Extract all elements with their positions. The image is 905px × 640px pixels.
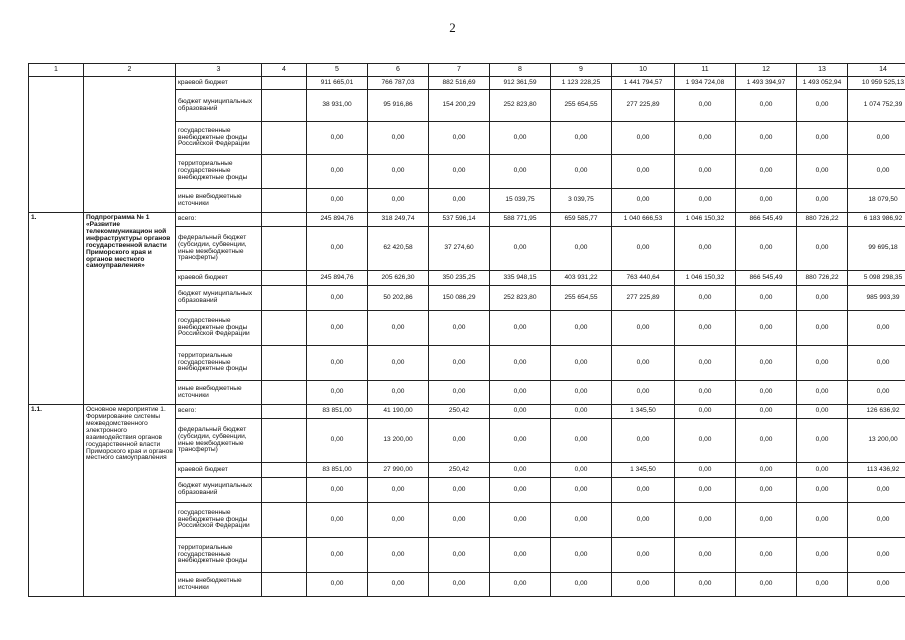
value-cell: 0,00 [675, 573, 736, 597]
value-cell: 0,00 [675, 346, 736, 381]
value-cell: 277 225,89 [612, 90, 675, 122]
funding-source: краевой бюджет [176, 271, 262, 286]
value-cell: 1 046 150,32 [675, 213, 736, 227]
header-cell: 3 [176, 64, 262, 77]
value-cell: 0,00 [675, 538, 736, 573]
empty-cell [262, 573, 307, 597]
header-cell: 13 [797, 64, 848, 77]
value-cell: 0,00 [551, 155, 612, 189]
value-cell: 0,00 [797, 538, 848, 573]
value-cell: 0,00 [612, 503, 675, 538]
value-cell: 0,00 [797, 311, 848, 346]
funding-source: территориальные государственные внебюджетные фонды [176, 155, 262, 189]
value-cell: 335 948,15 [490, 271, 551, 286]
value-cell: 0,00 [429, 419, 490, 463]
value-cell: 0,00 [490, 122, 551, 155]
value-cell: 0,00 [797, 405, 848, 419]
value-cell: 318 249,74 [368, 213, 429, 227]
empty-cell [262, 271, 307, 286]
value-cell: 0,00 [429, 155, 490, 189]
header-cell: 8 [490, 64, 551, 77]
empty-cell [262, 311, 307, 346]
header-cell: 5 [307, 64, 368, 77]
table-row [29, 77, 905, 90]
value-cell: 252 823,80 [490, 90, 551, 122]
value-cell: 0,00 [612, 381, 675, 405]
funding-source: всего: [176, 405, 262, 419]
empty-cell [262, 503, 307, 538]
value-cell: 38 931,00 [307, 90, 368, 122]
value-cell: 0,00 [736, 478, 797, 503]
value-cell: 0,00 [797, 122, 848, 155]
value-cell: 0,00 [612, 311, 675, 346]
value-cell: 0,00 [307, 227, 368, 271]
value-cell: 0,00 [736, 381, 797, 405]
value-cell: 0,00 [551, 573, 612, 597]
value-cell: 0,00 [368, 573, 429, 597]
value-cell: 0,00 [736, 503, 797, 538]
funding-source: федеральный бюджет (субсидии, субвенции, иные межбюджетные трансферты) [176, 227, 262, 271]
header-cell: 6 [368, 64, 429, 77]
value-cell: 252 823,80 [490, 286, 551, 311]
value-cell: 911 665,01 [307, 77, 368, 90]
value-cell: 537 596,14 [429, 213, 490, 227]
value-cell: 985 993,39 [848, 286, 905, 311]
value-cell: 0,00 [551, 463, 612, 478]
value-cell: 0,00 [307, 419, 368, 463]
value-cell: 0,00 [736, 538, 797, 573]
header-cell: 12 [736, 64, 797, 77]
value-cell: 0,00 [490, 419, 551, 463]
value-cell: 350 235,25 [429, 271, 490, 286]
value-cell: 0,00 [848, 346, 905, 381]
value-cell: 1 040 666,53 [612, 213, 675, 227]
value-cell: 0,00 [675, 478, 736, 503]
value-cell: 0,00 [307, 189, 368, 213]
value-cell: 0,00 [848, 478, 905, 503]
funding-source: краевой бюджет [176, 77, 262, 90]
empty-cell [262, 538, 307, 573]
value-cell: 0,00 [429, 573, 490, 597]
value-cell: 0,00 [612, 122, 675, 155]
header-cell: 11 [675, 64, 736, 77]
funding-source: территориальные государственные внебюджетные фонды [176, 346, 262, 381]
value-cell: 0,00 [848, 311, 905, 346]
value-cell: 1 493 394,97 [736, 77, 797, 90]
value-cell: 0,00 [797, 189, 848, 213]
value-cell: 205 626,30 [368, 271, 429, 286]
value-cell: 0,00 [675, 189, 736, 213]
value-cell: 0,00 [675, 286, 736, 311]
value-cell: 880 726,22 [797, 271, 848, 286]
value-cell: 0,00 [797, 227, 848, 271]
value-cell: 0,00 [307, 573, 368, 597]
funding-source: иные внебюджетные источники [176, 189, 262, 213]
value-cell: 126 636,92 [848, 405, 905, 419]
table-row [29, 213, 905, 227]
value-cell: 0,00 [490, 155, 551, 189]
item-number: 1.1. [29, 405, 84, 597]
funding-source: территориальные государственные внебюджетные фонды [176, 538, 262, 573]
value-cell: 0,00 [848, 573, 905, 597]
value-cell: 150 086,29 [429, 286, 490, 311]
value-cell: 0,00 [490, 405, 551, 419]
header-cell: 7 [429, 64, 490, 77]
value-cell: 0,00 [429, 381, 490, 405]
item-number [29, 77, 84, 213]
empty-cell [262, 405, 307, 419]
empty-cell [262, 189, 307, 213]
value-cell: 62 420,58 [368, 227, 429, 271]
value-cell: 0,00 [429, 122, 490, 155]
value-cell: 245 894,76 [307, 271, 368, 286]
value-cell: 250,42 [429, 405, 490, 419]
value-cell: 13 200,00 [368, 419, 429, 463]
value-cell: 0,00 [551, 311, 612, 346]
value-cell: 763 440,64 [612, 271, 675, 286]
value-cell: 37 274,60 [429, 227, 490, 271]
value-cell: 0,00 [848, 503, 905, 538]
empty-cell [262, 381, 307, 405]
value-cell: 0,00 [307, 381, 368, 405]
value-cell: 27 990,00 [368, 463, 429, 478]
value-cell: 1 493 052,94 [797, 77, 848, 90]
value-cell: 0,00 [736, 463, 797, 478]
empty-cell [262, 122, 307, 155]
value-cell: 0,00 [797, 573, 848, 597]
value-cell: 0,00 [551, 503, 612, 538]
value-cell: 0,00 [675, 463, 736, 478]
empty-cell [262, 77, 307, 90]
value-cell: 0,00 [797, 155, 848, 189]
value-cell: 0,00 [551, 381, 612, 405]
value-cell: 0,00 [307, 155, 368, 189]
value-cell: 0,00 [848, 538, 905, 573]
value-cell: 113 436,92 [848, 463, 905, 478]
empty-cell [262, 227, 307, 271]
value-cell: 0,00 [307, 122, 368, 155]
value-cell: 0,00 [307, 478, 368, 503]
value-cell: 13 200,00 [848, 419, 905, 463]
value-cell: 15 039,75 [490, 189, 551, 213]
value-cell: 403 931,22 [551, 271, 612, 286]
value-cell: 95 916,86 [368, 90, 429, 122]
value-cell: 0,00 [797, 478, 848, 503]
value-cell: 0,00 [551, 478, 612, 503]
value-cell: 0,00 [368, 503, 429, 538]
funding-source: бюджет муниципальных образований [176, 286, 262, 311]
value-cell: 0,00 [797, 346, 848, 381]
value-cell: 882 516,69 [429, 77, 490, 90]
empty-cell [262, 419, 307, 463]
value-cell: 3 039,75 [551, 189, 612, 213]
value-cell: 1 074 752,39 [848, 90, 905, 122]
value-cell: 0,00 [490, 381, 551, 405]
header-row [29, 64, 905, 77]
value-cell: 0,00 [736, 419, 797, 463]
value-cell: 0,00 [675, 122, 736, 155]
value-cell: 0,00 [368, 478, 429, 503]
item-number: 1. [29, 213, 84, 405]
item-name [84, 77, 176, 213]
value-cell: 0,00 [429, 189, 490, 213]
value-cell: 0,00 [797, 463, 848, 478]
value-cell: 0,00 [736, 189, 797, 213]
item-name: Подпрограмма № 1 «Развитие телекоммуникацион ной инфраструктуры органов государственной власти Приморского края и органов местного самоуправления» [84, 213, 176, 405]
value-cell: 1 934 724,08 [675, 77, 736, 90]
value-cell: 0,00 [368, 311, 429, 346]
funding-source: иные внебюджетные источники [176, 381, 262, 405]
value-cell: 1 345,50 [612, 405, 675, 419]
value-cell: 0,00 [736, 286, 797, 311]
value-cell: 0,00 [675, 503, 736, 538]
value-cell: 0,00 [675, 419, 736, 463]
value-cell: 0,00 [429, 503, 490, 538]
value-cell: 250,42 [429, 463, 490, 478]
funding-source: краевой бюджет [176, 463, 262, 478]
value-cell: 0,00 [736, 155, 797, 189]
value-cell: 0,00 [368, 122, 429, 155]
value-cell: 0,00 [368, 155, 429, 189]
value-cell: 0,00 [848, 122, 905, 155]
funding-source: государственные внебюджетные фонды Российской Федерации [176, 311, 262, 346]
value-cell: 0,00 [551, 346, 612, 381]
value-cell: 866 545,49 [736, 271, 797, 286]
empty-cell [262, 346, 307, 381]
value-cell: 912 361,59 [490, 77, 551, 90]
value-cell: 766 787,03 [368, 77, 429, 90]
value-cell: 0,00 [307, 346, 368, 381]
value-cell: 0,00 [307, 538, 368, 573]
value-cell: 0,00 [490, 538, 551, 573]
value-cell: 0,00 [490, 478, 551, 503]
value-cell: 0,00 [736, 346, 797, 381]
value-cell: 0,00 [736, 311, 797, 346]
value-cell: 0,00 [490, 311, 551, 346]
value-cell: 0,00 [368, 189, 429, 213]
value-cell: 0,00 [675, 311, 736, 346]
value-cell: 0,00 [612, 155, 675, 189]
funding-source: государственные внебюджетные фонды Российской Федерации [176, 122, 262, 155]
value-cell: 277 225,89 [612, 286, 675, 311]
value-cell: 0,00 [797, 286, 848, 311]
value-cell: 0,00 [612, 227, 675, 271]
funding-source: федеральный бюджет (субсидии, субвенции, иные межбюджетные трансферты) [176, 419, 262, 463]
item-name: Основное мероприятие 1. Формирование системы межведомственного электронного взаимодействия органов государственной власти Приморского края и органов местного самоуправления [84, 405, 176, 597]
funding-source: бюджет муниципальных образований [176, 90, 262, 122]
value-cell: 0,00 [612, 573, 675, 597]
value-cell: 0,00 [490, 503, 551, 538]
header-cell: 9 [551, 64, 612, 77]
value-cell: 0,00 [612, 189, 675, 213]
value-cell: 0,00 [490, 463, 551, 478]
value-cell: 0,00 [429, 311, 490, 346]
value-cell: 0,00 [675, 381, 736, 405]
empty-cell [262, 155, 307, 189]
empty-cell [262, 478, 307, 503]
value-cell: 0,00 [612, 419, 675, 463]
value-cell: 0,00 [797, 419, 848, 463]
value-cell: 1 046 150,32 [675, 271, 736, 286]
value-cell: 0,00 [429, 538, 490, 573]
value-cell: 0,00 [797, 381, 848, 405]
value-cell: 866 545,49 [736, 213, 797, 227]
header-cell: 2 [84, 64, 176, 77]
value-cell: 0,00 [368, 538, 429, 573]
empty-cell [262, 463, 307, 478]
value-cell: 0,00 [848, 381, 905, 405]
header-cell: 10 [612, 64, 675, 77]
value-cell: 0,00 [551, 122, 612, 155]
funding-source: всего: [176, 213, 262, 227]
value-cell: 41 190,00 [368, 405, 429, 419]
header-cell: 4 [262, 64, 307, 77]
budget-table [28, 63, 905, 597]
value-cell: 0,00 [797, 90, 848, 122]
value-cell: 0,00 [736, 405, 797, 419]
value-cell: 255 654,55 [551, 90, 612, 122]
value-cell: 83 851,00 [307, 405, 368, 419]
value-cell: 588 771,95 [490, 213, 551, 227]
header-cell: 14 [848, 64, 905, 77]
empty-cell [262, 90, 307, 122]
value-cell: 0,00 [736, 122, 797, 155]
value-cell: 0,00 [612, 346, 675, 381]
value-cell: 880 726,22 [797, 213, 848, 227]
page-number: 2 [449, 20, 456, 35]
value-cell: 0,00 [490, 346, 551, 381]
funding-source: государственные внебюджетные фонды Российской Федерации [176, 503, 262, 538]
value-cell: 0,00 [551, 227, 612, 271]
value-cell: 50 202,86 [368, 286, 429, 311]
value-cell: 18 079,50 [848, 189, 905, 213]
value-cell: 0,00 [551, 538, 612, 573]
value-cell: 0,00 [307, 286, 368, 311]
empty-cell [262, 286, 307, 311]
value-cell: 154 200,29 [429, 90, 490, 122]
value-cell: 1 123 228,25 [551, 77, 612, 90]
value-cell: 0,00 [307, 503, 368, 538]
value-cell: 0,00 [675, 155, 736, 189]
value-cell: 0,00 [368, 381, 429, 405]
value-cell: 0,00 [736, 90, 797, 122]
value-cell: 0,00 [368, 346, 429, 381]
value-cell: 0,00 [612, 478, 675, 503]
value-cell: 99 695,18 [848, 227, 905, 271]
value-cell: 10 959 525,13 [848, 77, 905, 90]
header-cell: 1 [29, 64, 84, 77]
value-cell: 1 345,50 [612, 463, 675, 478]
value-cell: 0,00 [797, 503, 848, 538]
value-cell: 0,00 [675, 405, 736, 419]
value-cell: 6 183 986,92 [848, 213, 905, 227]
value-cell: 0,00 [736, 227, 797, 271]
value-cell: 659 585,77 [551, 213, 612, 227]
empty-cell [262, 213, 307, 227]
value-cell: 83 851,00 [307, 463, 368, 478]
value-cell: 0,00 [490, 573, 551, 597]
funding-source: иные внебюджетные источники [176, 573, 262, 597]
value-cell: 0,00 [551, 405, 612, 419]
value-cell: 245 894,76 [307, 213, 368, 227]
value-cell: 1 441 794,57 [612, 77, 675, 90]
value-cell: 0,00 [551, 419, 612, 463]
funding-source: бюджет муниципальных образований [176, 478, 262, 503]
value-cell: 0,00 [612, 538, 675, 573]
table-row [29, 405, 905, 419]
value-cell: 0,00 [675, 90, 736, 122]
value-cell: 0,00 [429, 478, 490, 503]
value-cell: 0,00 [675, 227, 736, 271]
value-cell: 5 098 298,35 [848, 271, 905, 286]
value-cell: 0,00 [736, 573, 797, 597]
value-cell: 0,00 [848, 155, 905, 189]
value-cell: 0,00 [307, 311, 368, 346]
value-cell: 0,00 [429, 346, 490, 381]
value-cell: 0,00 [490, 227, 551, 271]
value-cell: 255 654,55 [551, 286, 612, 311]
